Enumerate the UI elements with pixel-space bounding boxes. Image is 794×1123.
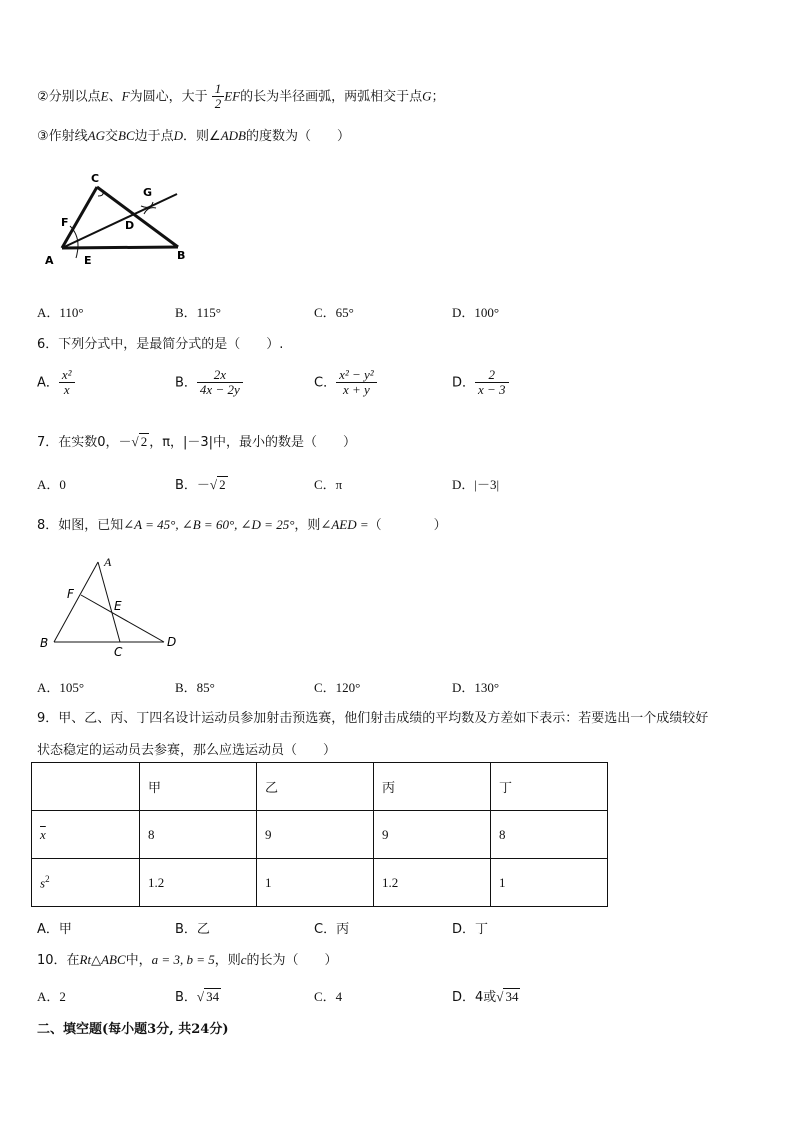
q7-option-b[interactable]: B．－√ 2 [175,477,226,493]
q7-option-c[interactable]: C．π [314,477,343,492]
table-cell: 9 [374,811,491,859]
table-header-cell: 丁 [491,763,608,811]
table-cell: 1.2 [140,859,257,907]
fig8-label-e: E [114,599,122,613]
q10-option-c[interactable]: C．4 [314,989,343,1004]
q6-stem: 6．下列分式中，是最简分式的是（ ）. [37,337,284,352]
q6-option-d[interactable]: D． $\frac{2}{x - 3}$ [452,368,509,398]
fig5-label-d: D [125,219,135,232]
q9-score-table [31,762,608,907]
fig5-label-b: B [177,249,186,262]
table-header-cell [32,763,140,811]
table-row [32,763,608,811]
fig5-label-f: F [61,216,69,229]
q9-stem-line1: 9．甲、乙、丙、丁四名设计运动员参加射击预选赛，他们射击成绩的平均数及方差如下表示：若要选出一个成绩较好 [37,711,709,726]
q5-option-d[interactable]: D．100° [452,305,500,320]
q8-option-b[interactable]: B．85° [175,680,215,695]
table-row [32,859,608,907]
q8-triangle-figure [34,552,184,662]
q5-step2: ②分别以点E、F为圆心，大于 $\frac{1}{2}$ EF的长为半径画弧，两弧相交于点G； [37,81,445,112]
fig5-label-g: G [143,186,153,199]
table-header-cell: 甲 [140,763,257,811]
table-cell: 1 [257,859,374,907]
q5-step3: ③作射线AG交BC边于点D．则∠ADB的度数为（ ） [37,128,350,144]
q7-options [37,474,757,514]
fig8-label-b: B [40,636,49,650]
q10-option-b[interactable]: B．√ 34 [175,989,220,1005]
fig5-label-a: A [45,254,54,267]
table-cell: 8 [491,811,608,859]
q10-option-d[interactable]: D．4或√ 34 [452,989,519,1005]
fig8-label-f: F [67,587,74,601]
q5-option-c[interactable]: C．65° [314,305,354,320]
fig5-label-c: C [91,172,100,185]
q6-option-b[interactable]: B． $\frac{2x}{4x - 2y}$ [175,368,243,398]
q7-option-a[interactable]: A．0 [37,477,66,492]
q9-stem-line2: 状态稳定的运动员去参赛，那么应选运动员（ ） [37,743,337,758]
table-row [32,811,608,859]
section-2-title: 二、填空题(每小题3分, 共24分) [37,1022,229,1037]
fig8-label-a: A [104,555,112,569]
table-header-cell: 乙 [257,763,374,811]
half-fraction: $\frac{1}{2}$ [212,82,225,112]
q6-option-a[interactable]: A． $\frac{\text{x²}}{x}$ [37,368,75,398]
fig5-label-e: E [84,254,92,267]
table-header-cell: 丙 [374,763,491,811]
mean-label: $\overline{x}$ [32,811,140,859]
variance-label: $s^2$ [32,859,140,907]
table-cell: 1.2 [374,859,491,907]
q6-option-c[interactable]: C． $\frac{\text{x² − y²}}{x + y}$ [314,368,377,398]
q7-option-d[interactable]: D．|－3| [452,477,500,492]
q9-option-a[interactable]: A．甲 [37,922,72,937]
q9-option-d[interactable]: D．丁 [452,922,489,937]
q5-option-b[interactable]: B．115° [175,305,221,320]
q10-option-a[interactable]: A．2 [37,989,66,1004]
q8-option-a[interactable]: A．105° [37,680,85,695]
q9-option-c[interactable]: C．丙 [314,922,350,937]
q5-triangle-figure [40,168,200,268]
table-cell: 9 [257,811,374,859]
q8-option-c[interactable]: C．120° [314,680,361,695]
q10-stem: 10．在Rt△ABC中，a = 3, b = 5，则c的长为（ ） [37,952,338,968]
q8-option-d[interactable]: D．130° [452,680,500,695]
q6-options [37,368,757,408]
table-cell: 1 [491,859,608,907]
q8-stem: 8．如图，已知∠A = 45°, ∠B = 60°, ∠D = 25°，则∠AED =（ ） [37,517,447,533]
fig8-label-c: C [114,645,123,659]
q7-stem: 7．在实数0，－√ 2 ，π，|－3|中，最小的数是（ ） [37,434,357,450]
q9-option-b[interactable]: B．乙 [175,922,210,937]
table-cell: 8 [140,811,257,859]
fig8-label-d: D [167,635,177,649]
q5-option-a[interactable]: A．110° [37,305,84,320]
